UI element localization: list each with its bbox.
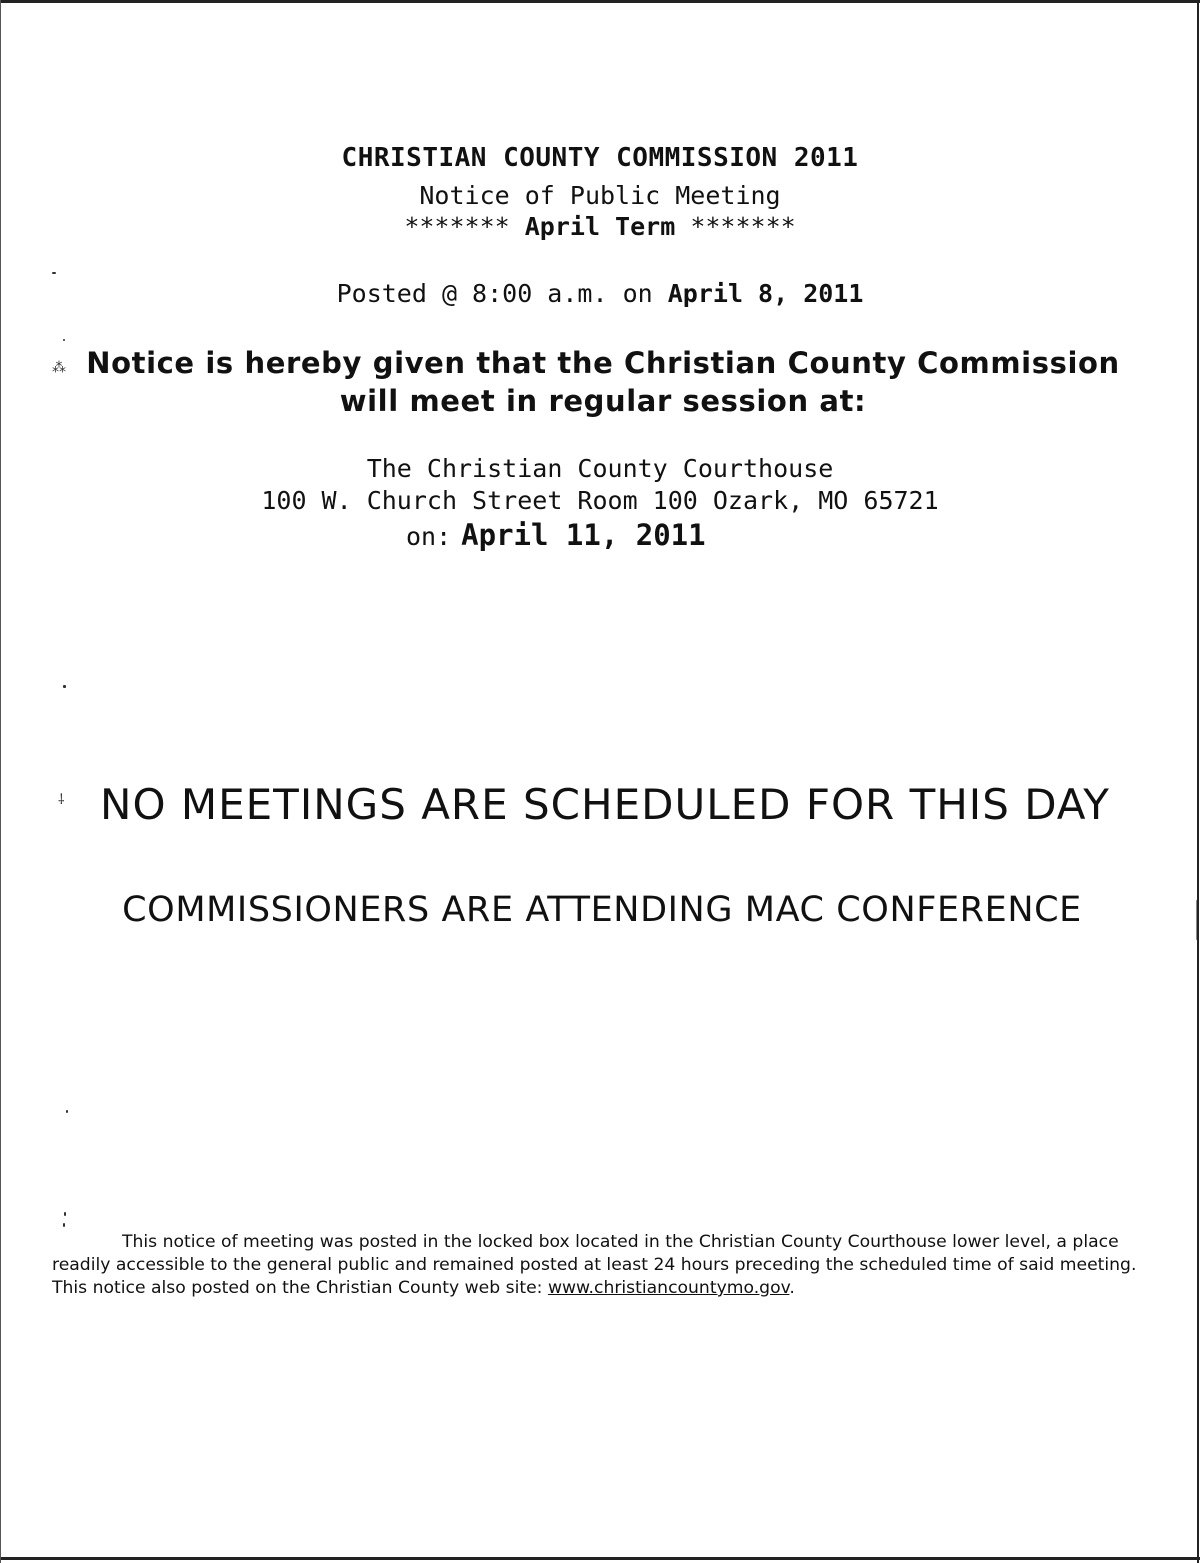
term-stars-right: ******* — [690, 212, 796, 241]
conference-announcement: COMMISSIONERS ARE ATTENDING MAC CONFERENCE — [122, 890, 1082, 930]
term-label: April Term — [524, 212, 676, 241]
scan-mark: ⸸ — [58, 792, 65, 808]
meeting-date: April 11, 2011 — [461, 518, 706, 552]
venue-name: The Christian County Courthouse — [366, 454, 834, 483]
document-subtitle: Notice of Public Meeting — [419, 181, 781, 210]
posted-prefix: Posted @ 8:00 a.m. on — [336, 279, 653, 308]
posted-date: April 8, 2011 — [667, 279, 864, 308]
page-border-top — [0, 0, 1200, 3]
scan-speck — [64, 1212, 66, 1216]
no-meetings-announcement: NO MEETINGS ARE SCHEDULED FOR THIS DAY — [100, 780, 1110, 829]
on-label: on: — [406, 522, 452, 551]
scan-speck — [63, 339, 65, 341]
document-title: CHRISTIAN COUNTY COMMISSION 2011 — [341, 143, 859, 173]
page-border-bottom — [0, 1557, 1200, 1560]
term-line — [0, 212, 1200, 241]
notice-line-2: will meet in regular session at: — [339, 384, 867, 418]
term-stars-left: ******* — [404, 212, 510, 241]
notice-line-1: Notice is hereby given that the Christian County Commission — [86, 346, 1120, 380]
scan-speck — [66, 1110, 68, 1113]
posting-notice-paragraph — [52, 1231, 1144, 1300]
scan-speck — [63, 1223, 65, 1227]
footer-end-punct: . — [789, 1278, 795, 1298]
venue-address: 100 W. Church Street Room 100 Ozark, MO 65721 — [261, 486, 939, 515]
scan-speck — [52, 272, 56, 274]
scan-speck — [63, 685, 66, 688]
scan-mark: ⁂ — [52, 360, 66, 376]
website-link[interactable]: www.christiancountymo.gov — [547, 1278, 790, 1298]
meeting-date-line — [406, 518, 706, 552]
posted-line — [0, 279, 1200, 308]
posting-notice-text: This notice of meeting was posted in the locked box located in the Christian County Courthouse lower level, a place readily accessible to the general public and remained posted at least 24 hours preceding the scheduled time of said meeting. This notice also posted on the Christian County web site: — [52, 1232, 1137, 1298]
